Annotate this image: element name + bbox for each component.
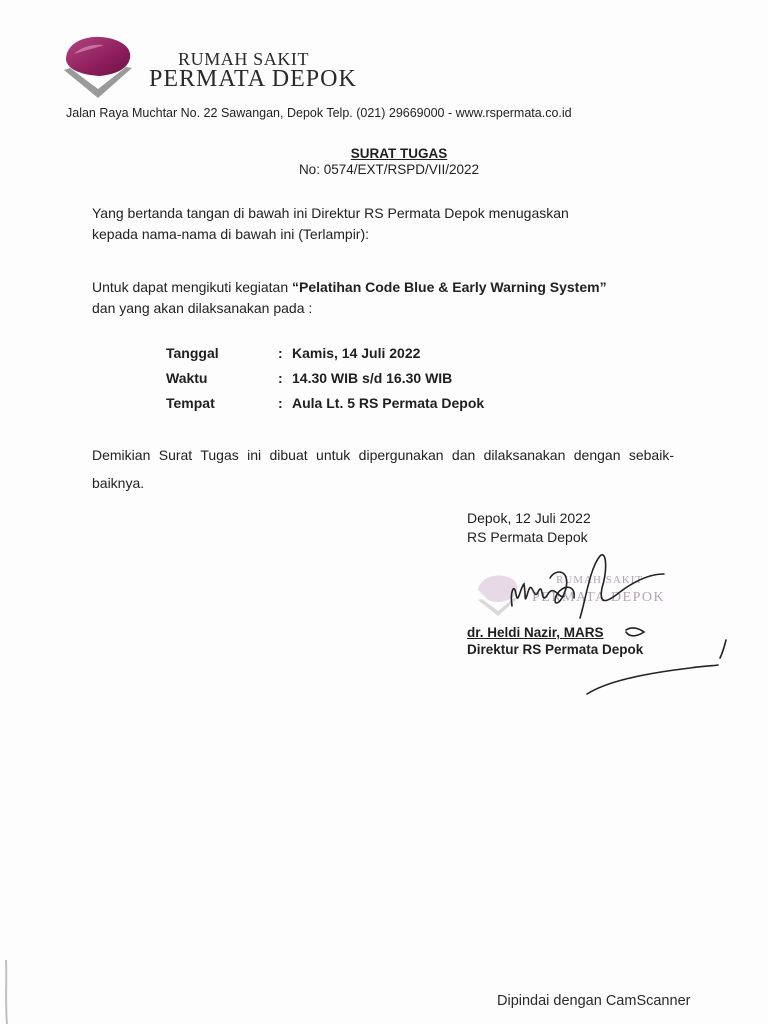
stamp-text-line2: PERMATA DEPOK: [532, 590, 666, 605]
detail-label: Tempat: [166, 395, 215, 411]
document-number: No: 0574/EXT/RSPD/VII/2022: [298, 162, 480, 177]
gem-logo-icon: [60, 34, 136, 100]
intro-line-2: kepada nama-nama di bawah ini (Terlampir):: [92, 226, 370, 242]
detail-label: Tanggal: [166, 345, 219, 361]
purpose-prefix: Untuk dapat mengikuti kegiatan: [92, 279, 293, 295]
detail-label: Waktu: [166, 370, 208, 386]
detail-value: Aula Lt. 5 RS Permata Depok: [292, 395, 485, 411]
place-date: Depok, 12 Juli 2022: [467, 510, 591, 526]
detail-colon: :: [278, 345, 283, 361]
scan-edge-mark: [2, 960, 10, 1024]
intro-paragraph: [92, 203, 652, 245]
detail-colon: :: [278, 370, 283, 386]
signer-name: dr. Heldi Nazir, MARS: [467, 625, 604, 640]
org-name-line2: PERMATA DEPOK: [149, 66, 357, 92]
stamp-text-line1: RUMAH SAKIT: [556, 574, 644, 586]
detail-value: 14.30 WIB s/d 16.30 WIB: [292, 370, 453, 386]
signer-title: Direktur RS Permata Depok: [467, 642, 644, 657]
detail-value: Kamis, 14 Juli 2022: [292, 345, 421, 361]
detail-colon: :: [278, 395, 283, 411]
closing-paragraph: Demikian Surat Tugas ini dibuat untuk dipergunakan dan dilaksanakan dengan sebaik-baiknya.: [92, 447, 674, 491]
scanner-watermark: Dipindai dengan CamScanner: [497, 993, 691, 1009]
document-title: SURAT TUGAS: [350, 146, 448, 161]
org-name-line1: RUMAH SAKIT: [178, 49, 310, 69]
intro-line-1: Yang bertanda tangan di bawah ini Direktur RS Permata Depok menugaskan: [92, 205, 569, 221]
org-address: Jalan Raya Muchtar No. 22 Sawangan, Depok Telp. (021) 29669000 - www.rspermata.co.id: [66, 106, 572, 120]
signing-institution: RS Permata Depok: [467, 529, 588, 545]
event-name: “Pelatihan Code Blue & Early Warning System”: [292, 279, 607, 295]
purpose-paragraph: [92, 277, 692, 319]
purpose-line-2: dan yang akan dilaksanakan pada :: [92, 300, 313, 316]
